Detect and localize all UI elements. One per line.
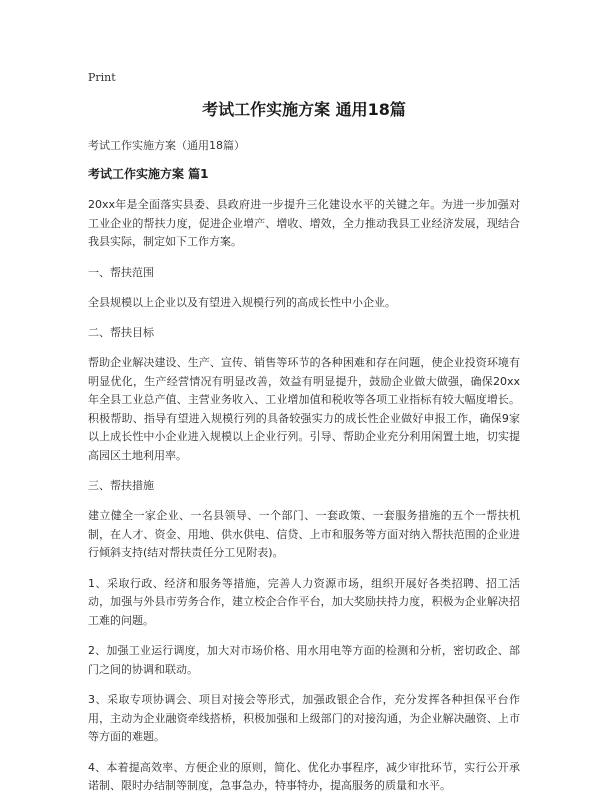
section-subheading: 二、帮扶目标 [88, 326, 154, 339]
body-paragraph: 3、采取专项协调会、项目对接会等形式，加强政银企合作，充分发挥各种担保平台作用，主动为企业融资牵线搭桥，积极加强和上级部门的对接沟通，为企业解决融资、上市等方面的难题。 [88, 693, 520, 743]
body-paragraph: 建立健全一家企业、一名县领导、一个部门、一套政策、一套服务措施的五个一帮扶机制，在人才、资金、用地、供水供电、信贷、上市和服务等方面对纳入帮扶范围的企业进行倾斜支持(结对帮扶责任分工见附表)。 [88, 509, 520, 559]
body-paragraph: 20xx年是全面落实县委、县政府进一步提升三化建设水平的关键之年。为进一步加强对工业企业的帮扶力度，促进企业增产、增收、增效，全力推动我县工业经济发展，现结合我县实际，制定如下工作方案。 [88, 198, 520, 248]
document-subtitle: 考试工作实施方案（通用18篇） [88, 139, 245, 152]
body-paragraph: 帮助企业解决建设、生产、宣传、销售等环节的各种困难和存在问题，使企业投资环境有明显优化，生产经营情况有明显改善，效益有明显提升，鼓励企业做大做强，确保20xx年全县工业总产值、主营业务收入、工业增加值和税收等各项工业指标有较大幅度增长。积极帮助、指导有望进入规模行列的具备较强实力的成长性企业做好申报工作，确保9家以上成长性中小企业进入规模以上企业行列。引导、帮助企业充分利用闲置土地，切实提高园区土地利用率。 [88, 356, 520, 462]
document-page [88, 70, 520, 808]
section-subheading: 一、帮扶范围 [88, 265, 154, 279]
body-paragraph: 1、采取行政、经济和服务等措施，完善人力资源市场，组织开展好各类招聘、招工活动，加强与外县市劳务合作，建立校企合作平台，加大奖励扶持力度，积极为企业解决招工难的问题。 [88, 576, 520, 627]
section-subheading: 三、帮扶措施 [88, 479, 154, 492]
document-title: 考试工作实施方案 通用18篇 [202, 100, 406, 119]
body-paragraph: 4、本着提高效率、方便企业的原则，简化、优化办事程序，减少审批环节，实行公开承诺制、限时办结制等制度，急事急办，特事特办，提高服务的质量和水平。 [88, 760, 520, 792]
section-heading: 考试工作实施方案 篇1 [88, 167, 209, 181]
document-body [88, 196, 520, 796]
print-label[interactable]: Print [88, 71, 116, 84]
body-paragraph: 全县规模以上企业以及有望进入规模行列的高成长性中小企业。 [88, 295, 396, 309]
body-paragraph: 2、加强工业运行调度，加大对市场价格、用水用电等方面的检测和分析，密切政企、部门之间的协调和联动。 [88, 644, 520, 676]
